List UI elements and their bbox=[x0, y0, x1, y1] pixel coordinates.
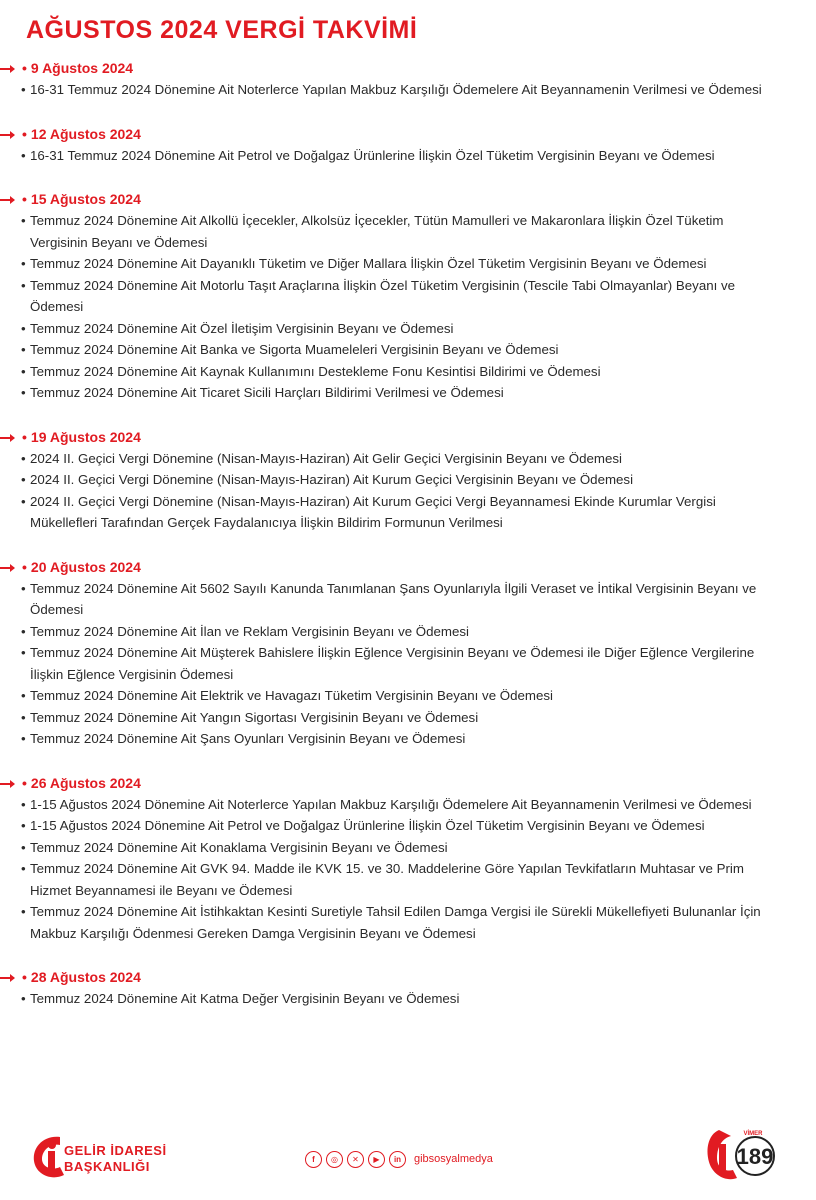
section-date-label: 15 Ağustos 2024 bbox=[30, 191, 141, 207]
calendar-section bbox=[0, 557, 816, 750]
arrow-right-icon bbox=[0, 134, 14, 136]
arrow-right-icon bbox=[0, 977, 14, 979]
list-item: • Temmuz 2024 Dönemine Ait Şans Oyunları Vergisinin Beyanı ve Ödemesi bbox=[0, 728, 816, 750]
list-item: • 1-15 Ağustos 2024 Dönemine Ait Noterlerce Yapılan Makbuz Karşılığı Ödemelere Ait Beyannamenin Verilmesi ve Ödemesi bbox=[0, 794, 816, 816]
gib-logo-line2: BAŞKANLIĞI bbox=[64, 1159, 150, 1174]
page-title: AĞUSTOS 2024 VERGİ TAKVİMİ bbox=[26, 16, 418, 44]
section-date bbox=[0, 427, 816, 448]
section-date bbox=[0, 58, 816, 79]
arrow-right-icon bbox=[0, 783, 14, 785]
section-items bbox=[0, 578, 816, 750]
list-item: • Temmuz 2024 Dönemine Ait Konaklama Vergisinin Beyanı ve Ödemesi bbox=[0, 837, 816, 859]
section-items bbox=[0, 145, 816, 167]
list-item: • Temmuz 2024 Dönemine Ait Kaynak Kullanımını Destekleme Fonu Kesintisi Bildirimi ve Ödemesi bbox=[0, 361, 816, 383]
list-item: • Temmuz 2024 Dönemine Ait Ticaret Sicili Harçları Bildirimi Verilmesi ve Ödemesi bbox=[0, 382, 816, 404]
section-items bbox=[0, 210, 816, 404]
arrow-right-icon bbox=[0, 68, 14, 70]
list-item: • Temmuz 2024 Dönemine Ait Yangın Sigortası Vergisinin Beyanı ve Ödemesi bbox=[0, 707, 816, 729]
arrow-right-icon bbox=[0, 567, 14, 569]
vimer-label: VİMER bbox=[743, 1131, 763, 1137]
list-item: • Temmuz 2024 Dönemine Ait Elektrik ve Havagazı Tüketim Vergisinin Beyanı ve Ödemesi bbox=[0, 685, 816, 707]
section-date bbox=[0, 967, 816, 988]
list-item: • 16-31 Temmuz 2024 Dönemine Ait Noterlerce Yapılan Makbuz Karşılığı Ödemelere Ait Beyannamenin Verilmesi ve Ödemesi bbox=[0, 79, 816, 101]
bullet-icon: • bbox=[22, 60, 27, 76]
section-date-label: 28 Ağustos 2024 bbox=[30, 969, 141, 985]
list-item: • Temmuz 2024 Dönemine Ait Banka ve Sigorta Muameleleri Vergisinin Beyanı ve Ödemesi bbox=[0, 339, 816, 361]
list-item: • Temmuz 2024 Dönemine Ait İlan ve Reklam Vergisinin Beyanı ve Ödemesi bbox=[0, 621, 816, 643]
bullet-icon: • bbox=[22, 969, 27, 985]
vimer-number: 189 bbox=[736, 1144, 774, 1169]
list-item: • Temmuz 2024 Dönemine Ait Katma Değer Vergisinin Beyanı ve Ödemesi bbox=[0, 988, 816, 1010]
list-item: • Temmuz 2024 Dönemine Ait Motorlu Taşıt Araçlarına İlişkin Özel Tüketim Vergisinin (Tescile Tabi Olmayanlar) Beyanı ve Ödemesi bbox=[0, 275, 816, 318]
section-items bbox=[0, 448, 816, 534]
section-date bbox=[0, 773, 816, 794]
list-item: • Temmuz 2024 Dönemine Ait İstihkaktan Kesinti Suretiyle Tahsil Edilen Damga Vergisi ile Sürekli Mükellefiyeti Bulunanlar İçin Makbuz Karşılığı Ödenmesi Gereken Damga Vergisinin Beyanı ve Ödemesi bbox=[0, 901, 816, 944]
list-item: • Temmuz 2024 Dönemine Ait 5602 Sayılı Kanunda Tanımlanan Şans Oyunlarıyla İlgili Veraset ve İntikal Vergisinin Beyanı ve Ödemesi bbox=[0, 578, 816, 621]
list-item: • Temmuz 2024 Dönemine Ait Özel İletişim Vergisinin Beyanı ve Ödemesi bbox=[0, 318, 816, 340]
instagram-icon[interactable]: ◎ bbox=[326, 1151, 343, 1168]
gib-logo-line1: GELİR İDARESİ bbox=[64, 1143, 167, 1158]
section-date-label: 20 Ağustos 2024 bbox=[30, 558, 141, 575]
section-date bbox=[0, 189, 816, 210]
youtube-icon[interactable]: ▶ bbox=[368, 1151, 385, 1168]
tax-calendar bbox=[0, 58, 816, 1033]
calendar-section bbox=[0, 124, 816, 167]
calendar-section bbox=[0, 427, 816, 534]
list-item: • 2024 II. Geçici Vergi Dönemine (Nisan-Mayıs-Haziran) Ait Gelir Geçici Vergisinin Beyanı ve Ödemesi bbox=[0, 448, 816, 470]
section-items bbox=[0, 988, 816, 1010]
calendar-section bbox=[0, 58, 816, 101]
list-item: • 16-31 Temmuz 2024 Dönemine Ait Petrol ve Doğalgaz Ürünlerine İlişkin Özel Tüketim Vergisinin Beyanı ve Ödemesi bbox=[0, 145, 816, 167]
list-item: • Temmuz 2024 Dönemine Ait Müşterek Bahislere İlişkin Eğlence Vergisinin Beyanı ve Ödemesi ile Diğer Eğlence Vergilerine İlişkin Eğlence Vergisinin Ödemesi bbox=[0, 642, 816, 685]
social-media-bar bbox=[305, 1150, 493, 1168]
list-item: • 2024 II. Geçici Vergi Dönemine (Nisan-Mayıs-Haziran) Ait Kurum Geçici Vergisinin Beyanı ve Ödemesi bbox=[0, 469, 816, 491]
arrow-right-icon bbox=[0, 437, 14, 439]
list-item: • 1-15 Ağustos 2024 Dönemine Ait Petrol ve Doğalgaz Ürünlerine İlişkin Özel Tüketim Vergisinin Beyanı ve Ödemesi bbox=[0, 815, 816, 837]
facebook-icon[interactable]: f bbox=[305, 1151, 322, 1168]
section-date-label: 12 Ağustos 2024 bbox=[30, 125, 141, 142]
vimer-189-logo bbox=[705, 1122, 785, 1184]
calendar-section bbox=[0, 189, 816, 404]
social-handle[interactable]: gibsosyalmedya bbox=[414, 1153, 493, 1165]
section-items bbox=[0, 794, 816, 945]
bullet-icon: • bbox=[22, 428, 27, 445]
list-item: • 2024 II. Geçici Vergi Dönemine (Nisan-Mayıs-Haziran) Ait Kurum Geçici Vergi Beyannamesi Ekinde Kurumlar Vergisi Mükellefleri Tarafından Gerçek Faydalanıcıya İlişkin Bildirim Formunun Verilmesi bbox=[0, 491, 816, 534]
section-date bbox=[0, 557, 816, 578]
section-date-label: 19 Ağustos 2024 bbox=[30, 428, 141, 445]
bullet-icon: • bbox=[22, 774, 27, 791]
bullet-icon: • bbox=[22, 191, 27, 207]
arrow-right-icon bbox=[0, 199, 14, 201]
gib-logo bbox=[30, 1133, 190, 1181]
section-date-label: 9 Ağustos 2024 bbox=[30, 60, 134, 76]
list-item: • Temmuz 2024 Dönemine Ait GVK 94. Madde ile KVK 15. ve 30. Maddelerine Göre Yapılan Tevkifatların Muhtasar ve Prim Hizmet Beyannamesi ile Beyanı ve Ödemesi bbox=[0, 858, 816, 901]
bullet-icon: • bbox=[22, 125, 27, 142]
x-icon[interactable]: ✕ bbox=[347, 1151, 364, 1168]
section-date-label: 26 Ağustos 2024 bbox=[30, 774, 141, 791]
section-date bbox=[0, 124, 816, 145]
calendar-section bbox=[0, 773, 816, 945]
bullet-icon: • bbox=[22, 558, 27, 575]
section-items bbox=[0, 79, 816, 101]
list-item: • Temmuz 2024 Dönemine Ait Alkollü İçecekler, Alkolsüz İçecekler, Tütün Mamulleri ve Makaronlara İlişkin Özel Tüketim Vergisinin Beyanı ve Ödemesi bbox=[0, 210, 816, 253]
calendar-section bbox=[0, 967, 816, 1010]
list-item: • Temmuz 2024 Dönemine Ait Dayanıklı Tüketim ve Diğer Mallara İlişkin Özel Tüketim Vergisinin Beyanı ve Ödemesi bbox=[0, 253, 816, 275]
linkedin-icon[interactable]: in bbox=[389, 1151, 406, 1168]
